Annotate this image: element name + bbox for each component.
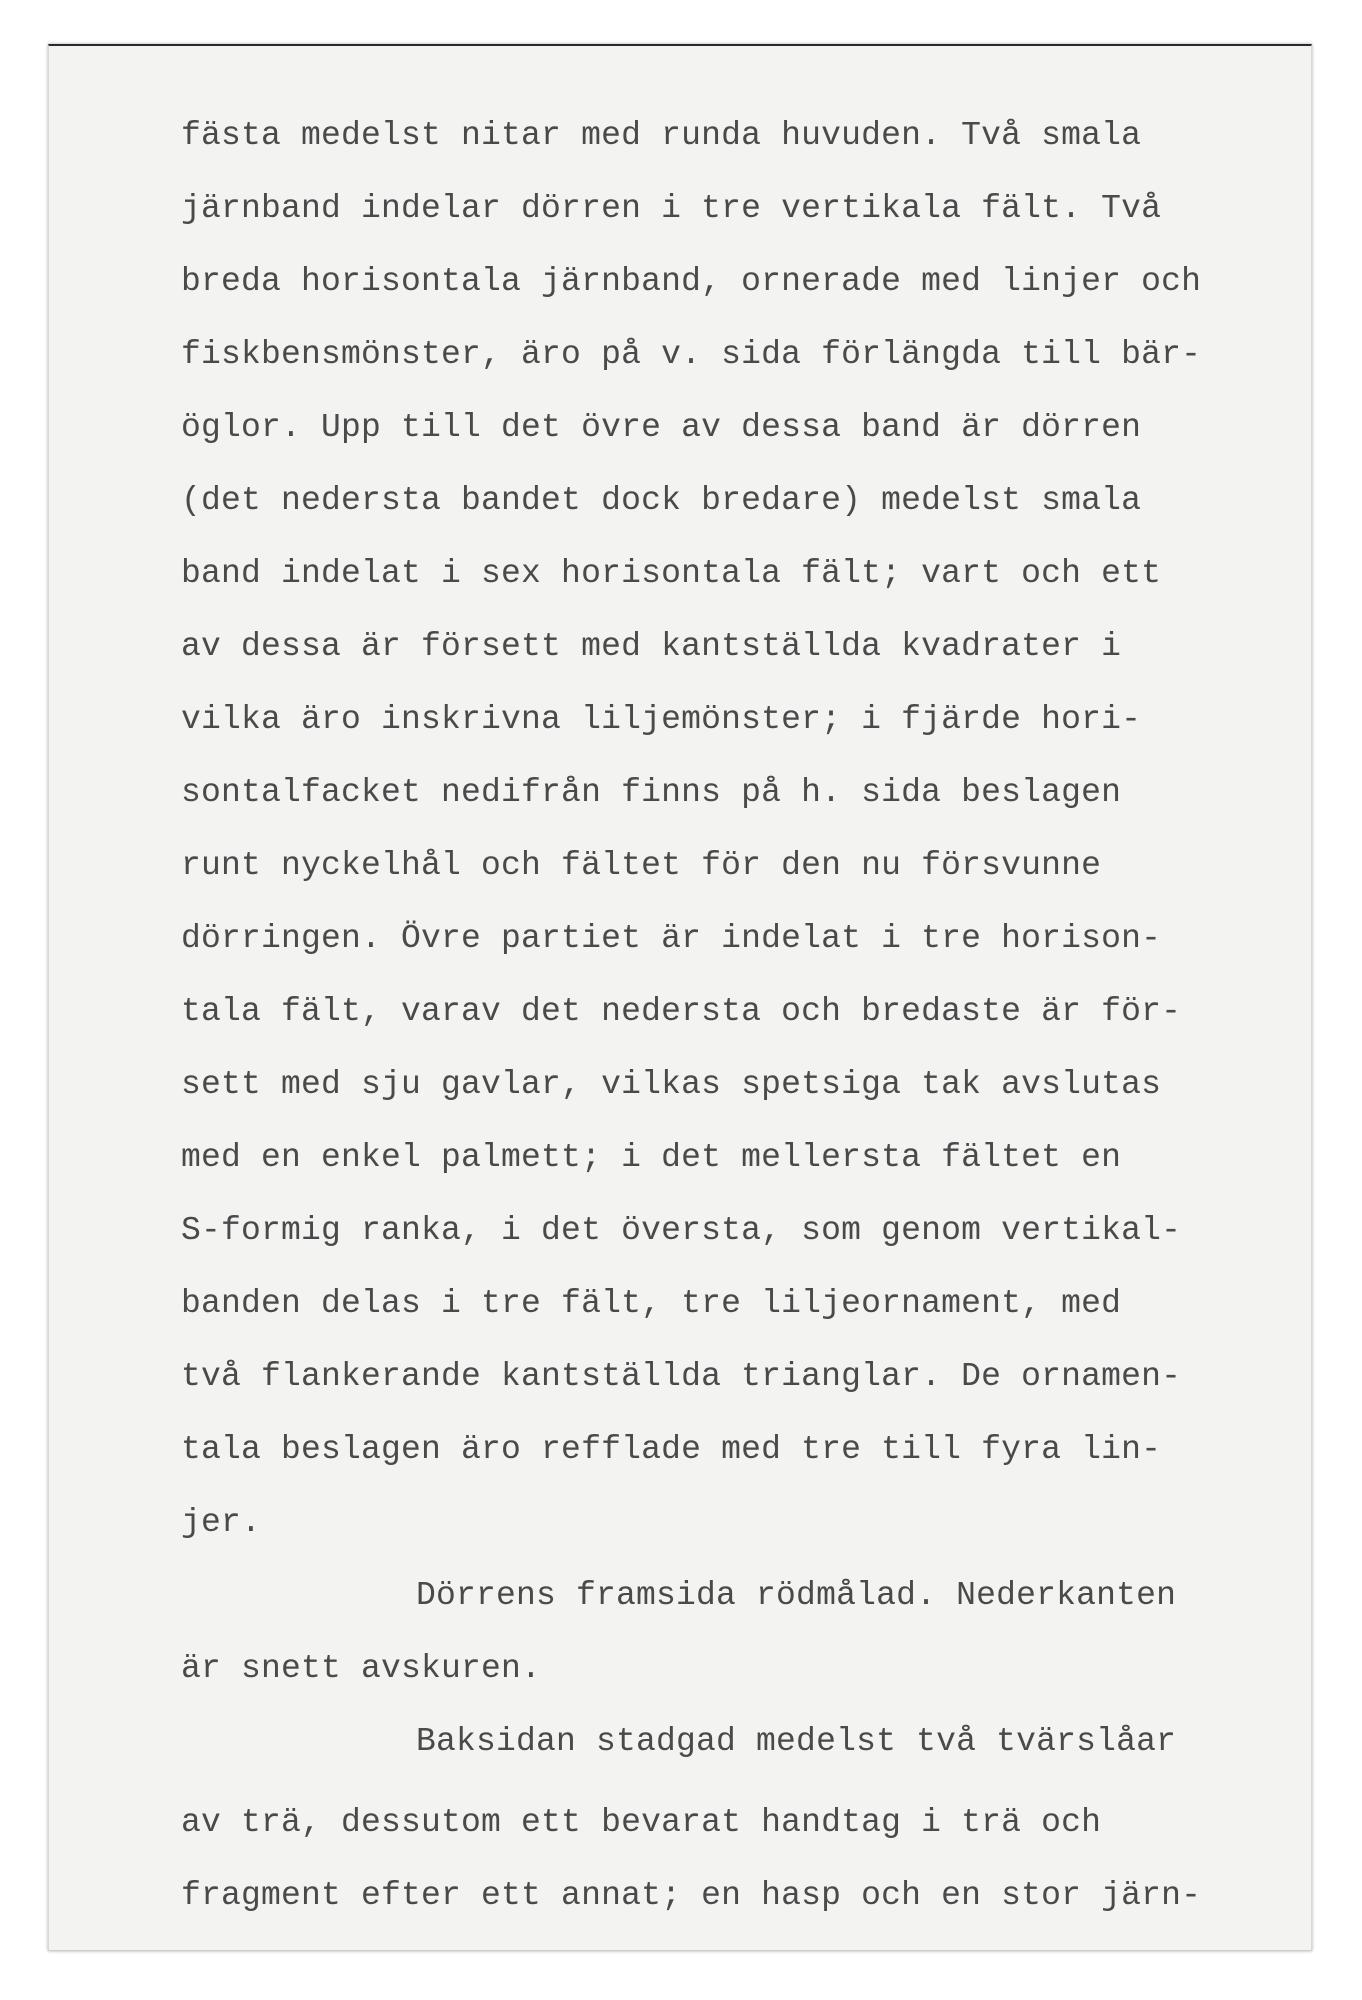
text-line: breda horisontala järnband, ornerade med linjer och: [181, 263, 1202, 300]
text-line: fiskbensmönster, äro på v. sida förlängda till bär-: [181, 336, 1202, 373]
text-line: tala fält, varav det nedersta och bredaste är för-: [181, 993, 1182, 1030]
paragraph-start-line: Baksidan stadgad medelst två tvärslåar: [416, 1723, 1177, 1760]
text-line: jer.: [181, 1504, 262, 1541]
text-line: banden delas i tre fält, tre liljeornament, med: [181, 1285, 1122, 1322]
text-line: fästa medelst nitar med runda huvuden. Två smala: [181, 117, 1142, 154]
text-line: S-formig ranka, i det översta, som genom vertikal-: [181, 1212, 1182, 1249]
text-line: (det nedersta bandet dock bredare) medelst smala: [181, 482, 1142, 519]
typewritten-page: [48, 44, 1312, 1951]
paragraph-start-line: Dörrens framsida rödmålad. Nederkanten: [416, 1577, 1177, 1614]
text-line: sontalfacket nedifrån finns på h. sida beslagen: [181, 774, 1122, 811]
text-line: två flankerande kantställda trianglar. De ornamen-: [181, 1358, 1182, 1395]
text-line: med en enkel palmett; i det mellersta fältet en: [181, 1139, 1122, 1176]
text-line: tala beslagen äro refflade med tre till fyra lin-: [181, 1431, 1162, 1468]
text-line: öglor. Upp till det övre av dessa band är dörren: [181, 409, 1142, 446]
text-line: av trä, dessutom ett bevarat handtag i trä och: [181, 1804, 1102, 1841]
text-line: fragment efter ett annat; en hasp och en stor järn-: [181, 1877, 1202, 1914]
text-line: av dessa är försett med kantställda kvadrater i: [181, 628, 1122, 665]
text-line: runt nyckelhål och fältet för den nu försvunne: [181, 847, 1102, 884]
text-line: vilka äro inskrivna liljemönster; i fjärde hori-: [181, 701, 1142, 738]
text-line: band indelat i sex horisontala fält; vart och ett: [181, 555, 1162, 592]
text-line: dörringen. Övre partiet är indelat i tre horison-: [181, 920, 1162, 957]
text-line: är snett avskuren.: [181, 1650, 542, 1687]
text-line: sett med sju gavlar, vilkas spetsiga tak avslutas: [181, 1066, 1162, 1103]
text-line: järnband indelar dörren i tre vertikala fält. Två: [181, 190, 1162, 227]
